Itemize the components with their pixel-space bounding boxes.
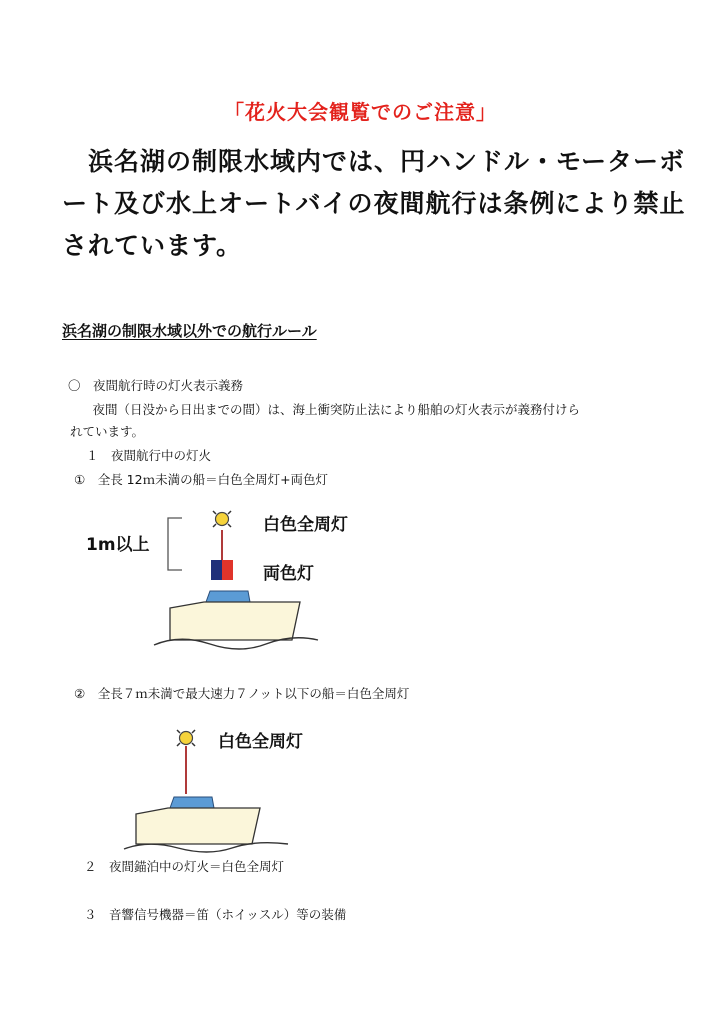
hull: [170, 602, 300, 640]
boat-diagram-1: [140, 500, 320, 660]
white-all-round-light-icon: [213, 511, 231, 527]
item-2: ２ 夜間錨泊中の灯火＝白色全周灯: [84, 859, 285, 874]
section-heading: 浜名湖の制限水域以外での航行ルール: [62, 322, 317, 340]
obligation-heading: 〇 夜間航行時の灯火表示義務: [68, 378, 244, 393]
item-3: ３ 音響信号機器＝笛（ホイッスル）等の装備: [84, 907, 347, 922]
notice-line-1: 浜名湖の制限水域内では、円ハンドル・モーターボ: [88, 147, 686, 176]
white-all-round-light-icon: [177, 730, 195, 746]
obligation-text-line-2: れています。: [70, 424, 145, 439]
diagram1-two-color-label: 両色灯: [263, 564, 314, 584]
obligation-text-line-1: 夜間（日没から日出までの間）は、海上衝突防止法により船舶の灯火表示が義務付けら: [80, 402, 581, 417]
item-1-heading: １ 夜間航行中の灯火: [86, 448, 212, 463]
two-color-light-icon: [211, 560, 233, 580]
item-1-sub-2: ② 全長７ｍ未満で最大速力７ノット以下の船＝白色全周灯: [74, 686, 410, 701]
notice-title: 「花火大会観覧でのご注意」: [224, 100, 497, 124]
hull: [136, 808, 260, 844]
cabin: [206, 591, 250, 602]
notice-line-2: ート及び水上オートバイの夜間航行は条例により禁止: [62, 189, 686, 218]
item-1-sub-1: ① 全長 12ｍ未満の船＝白色全周灯+両色灯: [74, 472, 329, 487]
height-bracket: [168, 518, 182, 570]
diagram2-white-light-label: 白色全周灯: [218, 732, 303, 752]
diagram1-white-light-label: 白色全周灯: [263, 515, 348, 535]
boat-diagram-2: [120, 722, 300, 857]
height-label: 1m以上: [86, 535, 150, 555]
cabin: [170, 797, 214, 808]
notice-line-3: されています。: [62, 231, 243, 260]
